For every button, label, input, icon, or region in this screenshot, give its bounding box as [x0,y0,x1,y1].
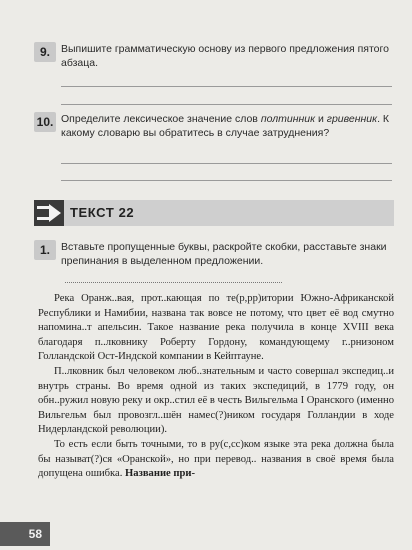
paragraph: П..лковник был человеком люб..знательным и часто совершал экспедиц..и внутрь страны. Во время одной из таких экспедиций, в 1779 году, он обн..ружил новую реку и окр..стил её в честь Вильгельма I Оранского (именно Вильгельм был провозгл..шён намес(?)ником государя Голландии в ходе Нидерландской революции). [38,365,394,436]
task-10-text-suffix: . К какому словарю вы обратитесь в случае затруднения? [61,113,390,139]
task-10-connector: и [315,113,327,125]
arrow-icon [34,200,64,226]
word-grivennik: гривенник [326,113,378,125]
task-10-text-prefix: Определите лексическое значение слов [61,113,261,125]
answer-line[interactable] [61,180,392,181]
paragraph-text: То есть если быть точными, то в ру(с,сс)ком языке эта река должна была бы называт(?)ся «Оранской», но при перевод.. названия в своё время была допущена ошибка. [38,438,394,480]
task-10 [34,112,394,146]
task-number-1: 1. [34,240,56,260]
reading-text [38,292,394,482]
task-1 [34,240,394,270]
highlighted-sentence: Название при- [125,468,196,480]
section-title: ТЕКСТ 22 [70,205,135,220]
paragraph [38,438,394,482]
task-number-10: 10. [34,112,56,132]
page-number: 58 [0,522,50,546]
task-10-text [61,112,394,140]
answer-line[interactable] [61,86,392,87]
task-9 [34,42,394,69]
word-poltinnik: полтинник [260,113,316,125]
answer-line[interactable] [61,163,392,164]
task-1-text: Вставьте пропущенные буквы, раскройте скобки, расставьте знаки препинания в выделенном предложении. [61,241,387,267]
paragraph: Река Оранж..вая, прот..кающая по те(р,рр)итории Южно-Африканской Республики и Намибии, названа так вовсе не потому, что цвет её вод смутно напомина..т апельсин. Такое название река получила в конце XVIII века благодаря п..лковнику Роберту Гордону, командующему г..рнизоном Голландской Ост-Индской компании в Кейптауне. [38,293,394,363]
section-banner [34,200,394,226]
answer-line[interactable] [61,104,392,105]
task-number-9: 9. [34,42,56,62]
dotted-separator [65,282,282,283]
task-9-text: Выпишите грамматическую основу из первого предложения пятого абзаца. [61,43,389,69]
